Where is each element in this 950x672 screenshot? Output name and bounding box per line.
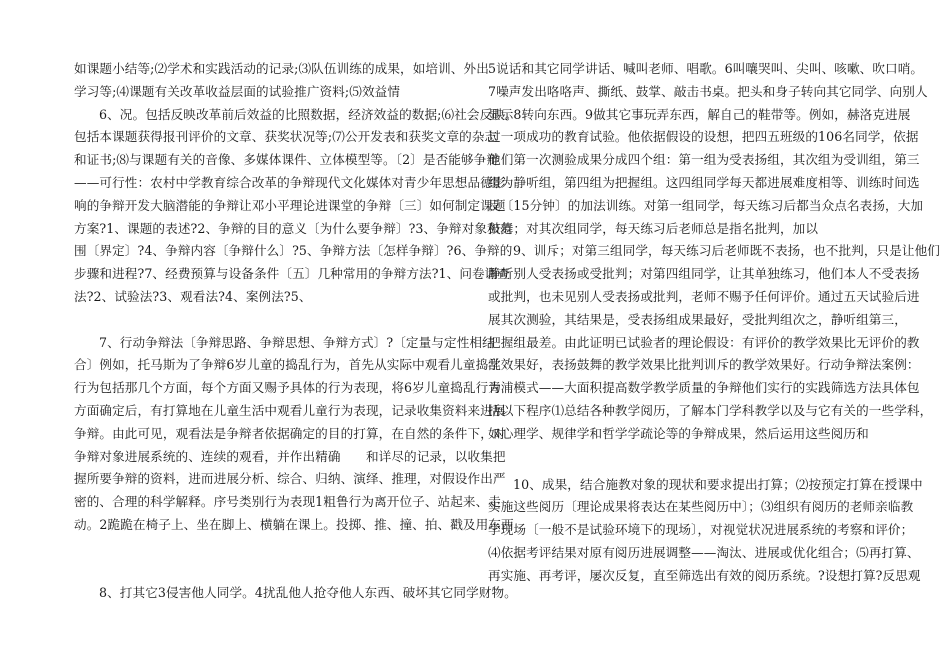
text-line: 学效果好，表扬鼓舞的教学效果比批判训斥的教学效果好。行动争辩法案例： xyxy=(488,357,920,373)
text-line: 静听别人受表扬或受批判；对第四组同学，让其单独练习，他们本人不受表扬 xyxy=(488,266,920,282)
text-line: 如心理学、规律学和哲学学疏论等的争辩成果，然后运用这些阅历和 xyxy=(488,425,869,441)
text-line: 8、打其它3侵害他人同学。4扰乱他人抢夺他人东西、破坏其它同学财物。 xyxy=(99,585,517,601)
text-line: 如课题小结等;⑵学术和实践活动的记录;⑶队伍训练的成果，如培训、外出 xyxy=(74,61,489,76)
text-line: 显示8转向东西。9做其它事玩弄东西，解自己的鞋带等。例如，赫洛克进展 xyxy=(488,106,911,122)
text-line: 组为静听组，第四组为把握组。这四组同学每天都进展难度相等、训练时间选 xyxy=(488,174,920,190)
text-line: 实施这些阅历〔理论成果将表达在某些阅历中〕；⑶组织有阅历的老师亲临教 xyxy=(488,499,914,515)
text-line: 把握组最差。由此证明已试验者的理论假设：有评价的教学效果比无评价的教 xyxy=(488,334,920,350)
text-line: 或批判，也未见别人受表扬或批判，老师不赐予任何评价。通过五天试验后进 xyxy=(488,288,920,304)
text-line: 方面确定后，有打算地在儿童生活中观看儿童行为表现，记录收集资料来进展 xyxy=(74,402,506,418)
text-line: 鼓舞；对其次组同学，每天练习后老师总是指名批判，加以 xyxy=(488,220,819,236)
text-line: 他们第一次测验成果分成四个组：第一组为受表扬组，其次组为受训组，第三 xyxy=(488,152,920,168)
text-line: 响的争辩开发大脑潜能的争辩让邓小平理论进课堂的争辩〔三〕如何制定课题 xyxy=(74,197,506,213)
text-line: 包括本课题获得报刊评价的文章、获奖状况等;⑺公开发表和获奖文章的杂志 xyxy=(74,129,498,145)
text-line: 7噪声发出咯咯声、撕纸、鼓掌、敲击书桌。把头和身子转向其它同学、向别人 xyxy=(488,83,928,99)
text-line: 7、行动争辩法〔争辩思路、争辩思想、争辩方式〕?〔定量与定性相结 xyxy=(99,334,495,350)
paragraph-gap xyxy=(74,560,466,583)
right-text-column xyxy=(488,58,941,588)
text-line: 方案?1、课题的表述?2、争辩的目的意义〔为什么要争辩〕?3、争辩对象和范 xyxy=(74,220,513,236)
text-line: 9、训斥；对第三组同学，每天练习后老师既不表扬，也不批判，只是让他们 xyxy=(513,243,941,259)
text-line: 6、况。包括反映改革前后效益的比照数据，经济效益的数据;⑹社会反映。 xyxy=(99,106,518,122)
text-line: 反〔15分钟〕的加法训练。对第一组同学，每天练习后都当众点名表扬，大加 xyxy=(488,197,924,213)
text-line: 括以下程序⑴总结各种教学阅历，了解本门学科教学以及与它有关的一些学科， xyxy=(488,402,933,418)
paragraph-gap xyxy=(488,446,872,474)
text-line: 密的、合理的科学解释。序号类别行为表现1粗鲁行为离开位子、站起来、走 xyxy=(74,494,502,510)
text-line: 学现场〔一般不是试验环境下的现场〕，对视觉状况进展系统的考察和评价； xyxy=(488,522,914,538)
text-line: 法?2、试验法?3、观看法?4、案例法?5、 xyxy=(74,288,312,304)
text-line: 动。2跪跪在椅子上、坐在脚上、横躺在课上。投掷、推、撞、拍、戳及用东西 xyxy=(74,516,514,532)
paragraph-gap xyxy=(74,309,466,332)
text-line: 握所要争辩的资料，进而进展分析、综合、归纳、演绎、推理，对假设作出严 xyxy=(74,471,506,487)
text-line: ——可行性：农村中学教育综合改革的争辩现代文化媒体对青少年思想品德影 xyxy=(74,174,506,190)
text-line: 围〔界定〕?4、争辩内容〔争辩什么〕?5、争辩方法〔怎样争辩〕?6、争辩的 xyxy=(74,243,513,259)
text-line: 10、成果，结合施教对象的现状和要求提出打算；⑵按预定打算在授课中 xyxy=(513,476,923,492)
text-line: 和证书;⑻与课题有关的音像、多媒体课件、立体模型等。〔2〕是否能够争辩 xyxy=(74,152,500,168)
text-line: 再实施、再考评，屡次反复，直至筛选出有效的阅历系统。?设想打算?反思观 xyxy=(488,567,921,583)
text-line: 过一项成功的教育试验。他依据假设的设想，把四五班级的106名同学，依据 xyxy=(488,129,919,145)
text-line: 争辩对象进展系统的、连续的观看，并作出精确 和详尽的记录，以收集把 xyxy=(74,448,506,464)
text-line: 5说话和其它同学讲话、喊叫老师、唱歌。6叫嚷哭叫、尖叫、咳嗽、吹口哨。 xyxy=(488,61,924,76)
paragraph-gap xyxy=(74,537,466,560)
text-line: ⑷依据考评结果对原有阅历进展调整——淘汰、进展或优化组合；⑸再打算、 xyxy=(488,544,920,560)
left-text-column xyxy=(74,58,518,605)
text-line: 争辩。由此可见，观看法是争辩者依据确定的目的打算，在自然的条件下，对 xyxy=(74,425,506,441)
text-line: 青浦模式——大面积提高数学教学质量的争辩他们实行的实践筛选方法具体包 xyxy=(488,380,920,396)
text-line: 展其次测验，其结果是，受表扬组成果最好，受批判组次之，静听组第三， xyxy=(488,311,907,327)
text-line: 步骤和进程?7、经费预算与设备条件〔五〕几种常用的争辩方法?1、问卷调查 xyxy=(74,266,511,282)
text-line: 学习等;⑷课题有关改革收益层面的试验推广资料;⑸效益情 xyxy=(74,83,401,99)
text-line: 合〕例如，托马斯为了争辩6岁儿童的捣乱行为，首先从实际中观看儿童捣乱 xyxy=(74,357,502,373)
text-line: 行为包括那几个方面，每个方面又赐予具体的行为表现，将6岁儿童捣乱行为 xyxy=(74,380,502,396)
